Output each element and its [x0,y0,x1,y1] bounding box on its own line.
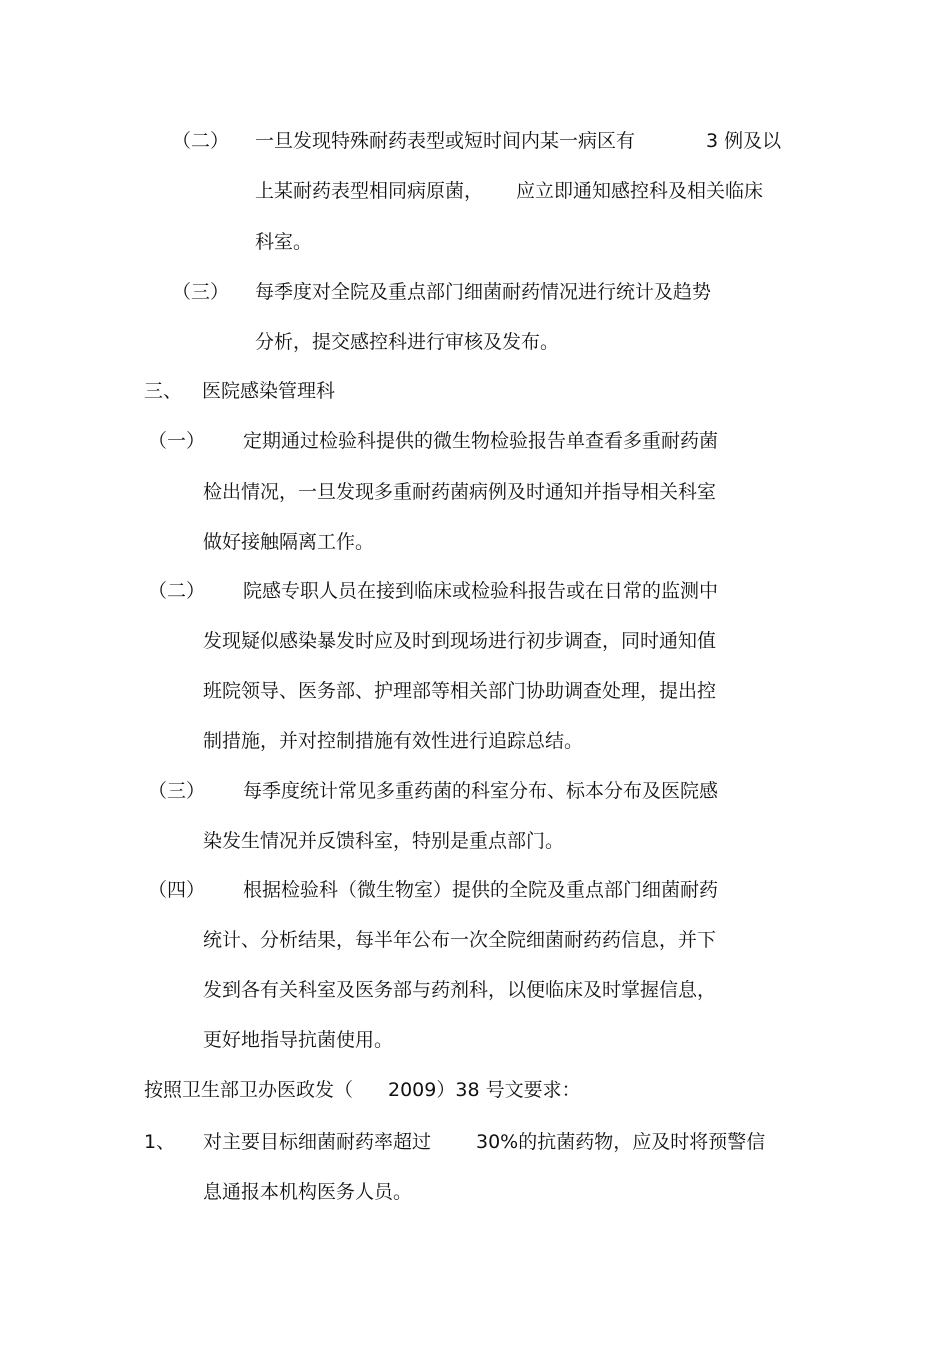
paragraph-line: 每季度对全院及重点部门细菌耐药情况进行统计及趋势 [255,281,712,303]
paragraph-line: 分析，提交感控科进行审核及发布。 [255,331,560,353]
item-marker: （一） [148,430,206,452]
paragraph-line: 检出情况，一旦发现多重耐药菌病例及时通知并指导相关科室 [203,481,717,503]
section-marker: 三、 [144,380,183,402]
item-marker: （四） [148,879,206,901]
paragraph-line: 院感专职人员在接到临床或检验科报告或在日常的监测中 [243,580,719,602]
paragraph-line: 做好接触隔离工作。 [203,531,375,553]
paragraph-line: 3 例及以 [706,130,782,152]
paragraph-line: 定期通过检验科提供的微生物检验报告单查看多重耐药菌 [243,430,719,452]
paragraph-line: 一旦发现特殊耐药表型或短时间内某一病区有 [255,130,636,152]
paragraph-line: 发到各有关科室及医务部与药剂科，以便临床及时掌握信息， [203,979,717,1001]
item-marker: （二） [172,130,230,152]
paragraph-line: 科室。 [255,231,313,253]
paragraph-line: 根据检验科（微生物室）提供的全院及重点部门细菌耐药 [243,879,719,901]
paragraph-line: 应立即通知感控科及相关临床 [516,180,764,202]
reference-text: 按照卫生部卫办医政发（ [144,1079,354,1101]
item-marker: （二） [148,580,206,602]
paragraph-line: 统计、分析结果，每半年公布一次全院细菌耐药药信息，并下 [203,929,717,951]
paragraph-line: 每季度统计常见多重药菌的科室分布、标本分布及医院感 [243,780,719,802]
paragraph-line: 30%的抗菌药物，应及时将预警信 [476,1131,766,1153]
paragraph-line: 上某耐药表型相同病原菌， [255,180,484,202]
paragraph-line: 息通报本机构医务人员。 [203,1181,413,1203]
paragraph-line: 对主要目标细菌耐药率超过 [203,1131,432,1153]
reference-text: 2009）38 号文要求： [388,1079,581,1101]
paragraph-line: 发现疑似感染暴发时应及时到现场进行初步调查，同时通知值 [203,630,717,652]
section-heading: 医院感染管理科 [202,380,336,402]
rule-marker: 1、 [144,1131,176,1153]
item-marker: （三） [148,780,206,802]
paragraph-line: 班院领导、医务部、护理部等相关部门协助调查处理，提出控 [203,680,717,702]
item-marker: （三） [172,281,230,303]
paragraph-line: 制措施，并对控制措施有效性进行追踪总结。 [203,730,584,752]
paragraph-line: 更好地指导抗菌使用。 [203,1029,394,1051]
paragraph-line: 染发生情况并反馈科室，特别是重点部门。 [203,830,565,852]
